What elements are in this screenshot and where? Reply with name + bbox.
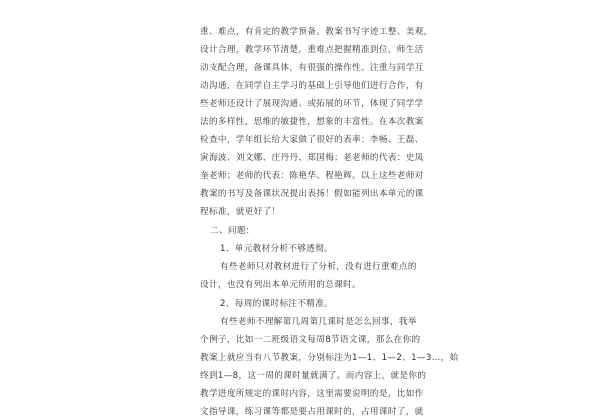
subsection-heading: 1、单元教材分析不够透彻。 [220, 244, 334, 254]
text-line: 教案上就应当有八节教案，分别标注为1—1、1—2、1—3…，始 [200, 353, 459, 363]
text-line: 法的多样性，思维的敏捷性，想象的丰富性。在本次教案 [200, 117, 424, 127]
text-line: 有些老师不理解第几周第几课时是怎么回事，我举 [220, 317, 417, 327]
text-line: 教学进度所规定的课时内容，这里需要说明的是，比如作 [200, 389, 424, 399]
text-line: 文指导课，练习课等都是要占用课时的，占用课时了，就 [200, 407, 424, 417]
section-heading: 二、问题： [210, 226, 255, 236]
text-line: 教案的书写及备课状况提出表扬！假如能列出本单元的课 [200, 189, 424, 199]
text-line: 检查中，学年组长给大家做了很好的表率：李畅、王磊、 [200, 135, 424, 145]
text-line: 动支配合理，备课具体，有很强的操作性。注重与同学互 [200, 63, 424, 73]
text-line: 奎老师；老师的代表：陈艳华、程艳辉。以上这些老师对 [200, 171, 424, 181]
text-line: 些老师还设计了展现沟通、或拓展的环节，体现了同学学 [200, 99, 424, 109]
text-line: 终到1—8，这一周的课时量就满了。而内容上，就是你的 [200, 371, 427, 381]
text-line: 寅海波、刘文娜、庄丹丹、郑国梅；老老师的代表：史凤 [200, 153, 424, 163]
text-line: 程标准，就更好了！ [200, 207, 281, 217]
text-line: 设计，也没有列出本单元所用的总课时。 [200, 280, 361, 290]
text-line: 动沟通，在同学自主学习的基础上引导他们进行合作，有 [200, 81, 424, 91]
text-line: 有些老师只对教材进行了分析，没有进行重难点的 [220, 262, 417, 272]
text-line: 设计合理，教学环节清楚，重难点把握精准到位，师生活 [200, 45, 424, 55]
subsection-heading: 2、每周的课时标注不精准。 [220, 299, 334, 309]
text-line: 个例子，比如一二班级语文每周8节语文课，那么在你的 [200, 335, 421, 345]
text-line: 重、难点，有肯定的教学预备。教案书写字迹工整、美观， [200, 27, 433, 37]
